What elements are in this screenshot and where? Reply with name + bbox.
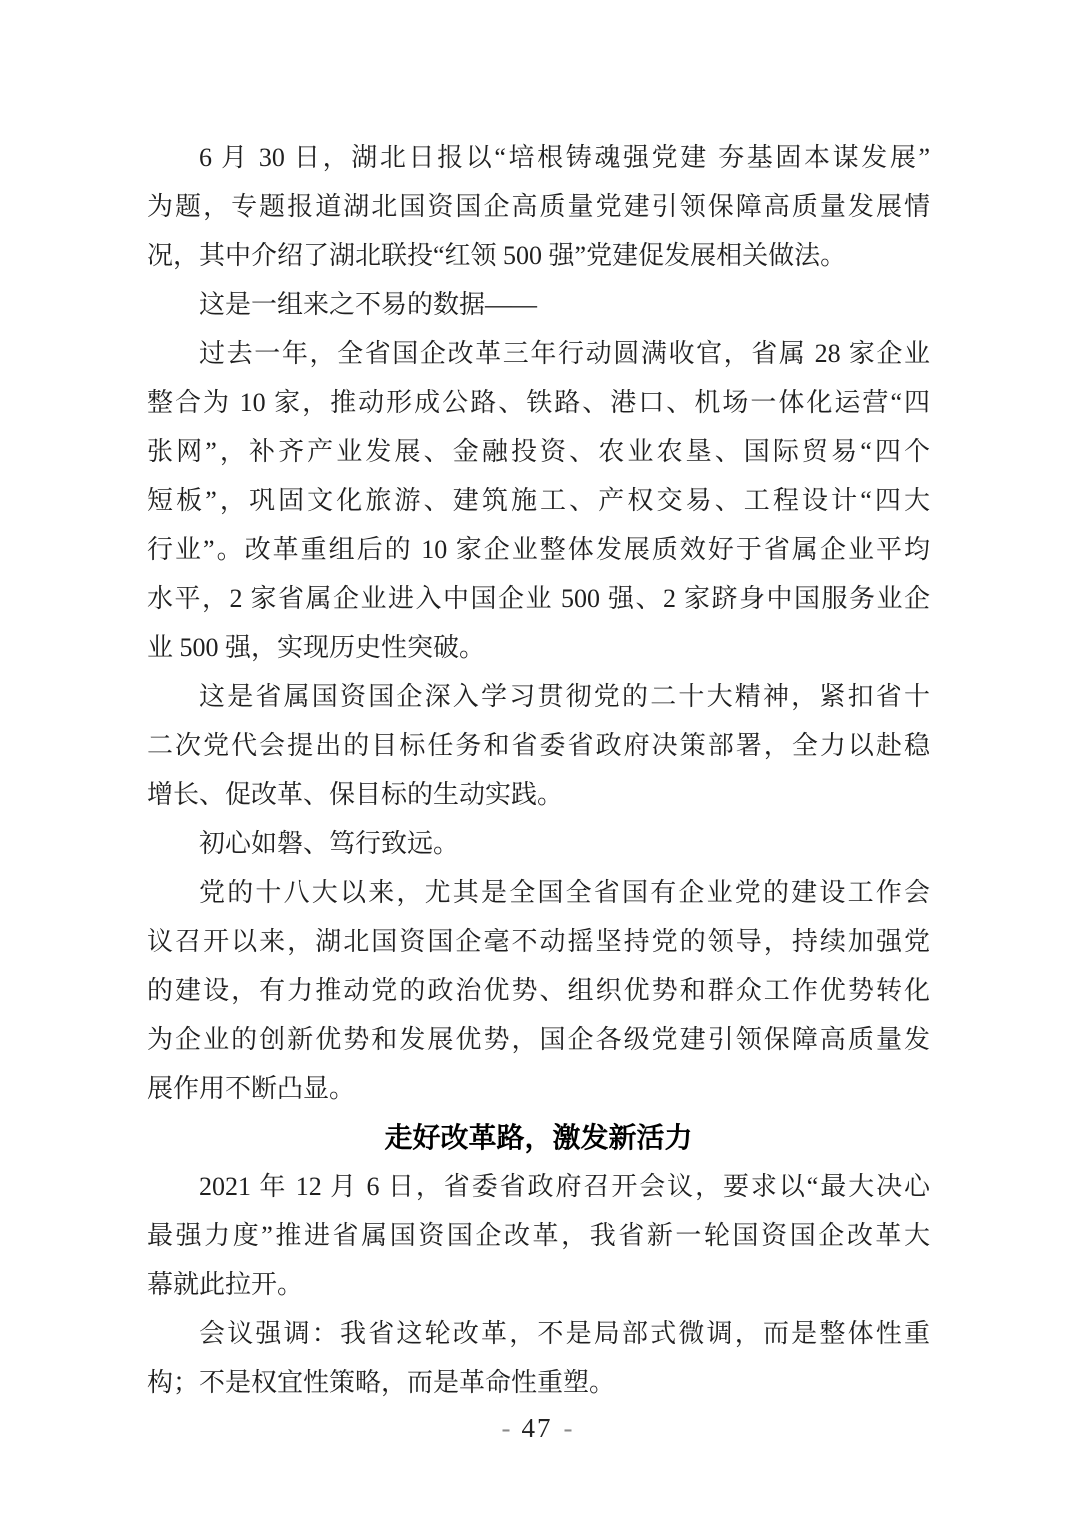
page-number-dash-right: - bbox=[563, 1413, 573, 1443]
text-line: 过去一年，全省国企改革三年行动圆满收官，省属 28 家企业 bbox=[199, 339, 930, 368]
text-line: 的建设，有力推动党的政治优势、组织优势和群众工作优势转化 bbox=[147, 976, 930, 1005]
text-line: 行业”。改革重组后的 10 家企业整体发展质效好于省属企业平均 bbox=[147, 535, 930, 564]
text-line: 短板”，巩固文化旅游、建筑施工、产权交易、工程设计“四大 bbox=[147, 486, 930, 515]
text-line: 水平，2 家省属企业进入中国企业 500 强、2 家跻身中国服务业企 bbox=[147, 584, 930, 613]
text-line: 况，其中介绍了湖北联投“红领 500 强”党建促发展相关做法。 bbox=[147, 241, 847, 270]
text-line: 这是省属国资国企深入学习贯彻党的二十大精神，紧扣省十 bbox=[199, 682, 930, 711]
text-line: 为题，专题报道湖北国资国企高质量党建引领保障高质量发展情 bbox=[147, 192, 930, 221]
page-number-dash-left: - bbox=[501, 1413, 511, 1443]
text-line: 业 500 强，实现历史性突破。 bbox=[147, 633, 486, 662]
document-lines bbox=[147, 133, 930, 1407]
text-line: 初心如磐、笃行致远。 bbox=[199, 829, 460, 858]
text-line: 为企业的创新优势和发展优势，国企各级党建引领保障高质量发 bbox=[147, 1025, 930, 1054]
text-line: 这是一组来之不易的数据—— bbox=[199, 290, 538, 319]
page-footer bbox=[0, 1410, 1074, 1446]
text-line: 党的十八大以来，尤其是全国全省国有企业党的建设工作会 bbox=[199, 878, 930, 907]
text-line: 构；不是权宜性策略，而是革命性重塑。 bbox=[147, 1368, 616, 1397]
text-line: 最强力度”推进省属国资国企改革，我省新一轮国资国企改革大 bbox=[147, 1221, 930, 1250]
text-line: 会议强调：我省这轮改革，不是局部式微调，而是整体性重 bbox=[199, 1319, 930, 1348]
page-number: 47 bbox=[521, 1413, 553, 1443]
text-line: 展作用不断凸显。 bbox=[147, 1074, 356, 1103]
text-line: 张网”，补齐产业发展、金融投资、农业农垦、国际贸易“四个 bbox=[147, 437, 930, 466]
text-line: 6 月 30 日，湖北日报以“培根铸魂强党建 夯基固本谋发展” bbox=[199, 143, 930, 172]
text-line: 幕就此拉开。 bbox=[147, 1270, 304, 1299]
text-line: 整合为 10 家，推动形成公路、铁路、港口、机场一体化运营“四 bbox=[147, 388, 930, 417]
section-heading: 走好改革路，激发新活力 bbox=[384, 1122, 693, 1153]
text-line: 议召开以来，湖北国资国企毫不动摇坚持党的领导，持续加强党 bbox=[147, 927, 930, 956]
text-line: 2021 年 12 月 6 日，省委省政府召开会议，要求以“最大决心 bbox=[199, 1172, 930, 1201]
text-line: 增长、促改革、保目标的生动实践。 bbox=[147, 780, 564, 809]
text-line: 二次党代会提出的目标任务和省委省政府决策部署，全力以赴稳 bbox=[147, 731, 930, 760]
